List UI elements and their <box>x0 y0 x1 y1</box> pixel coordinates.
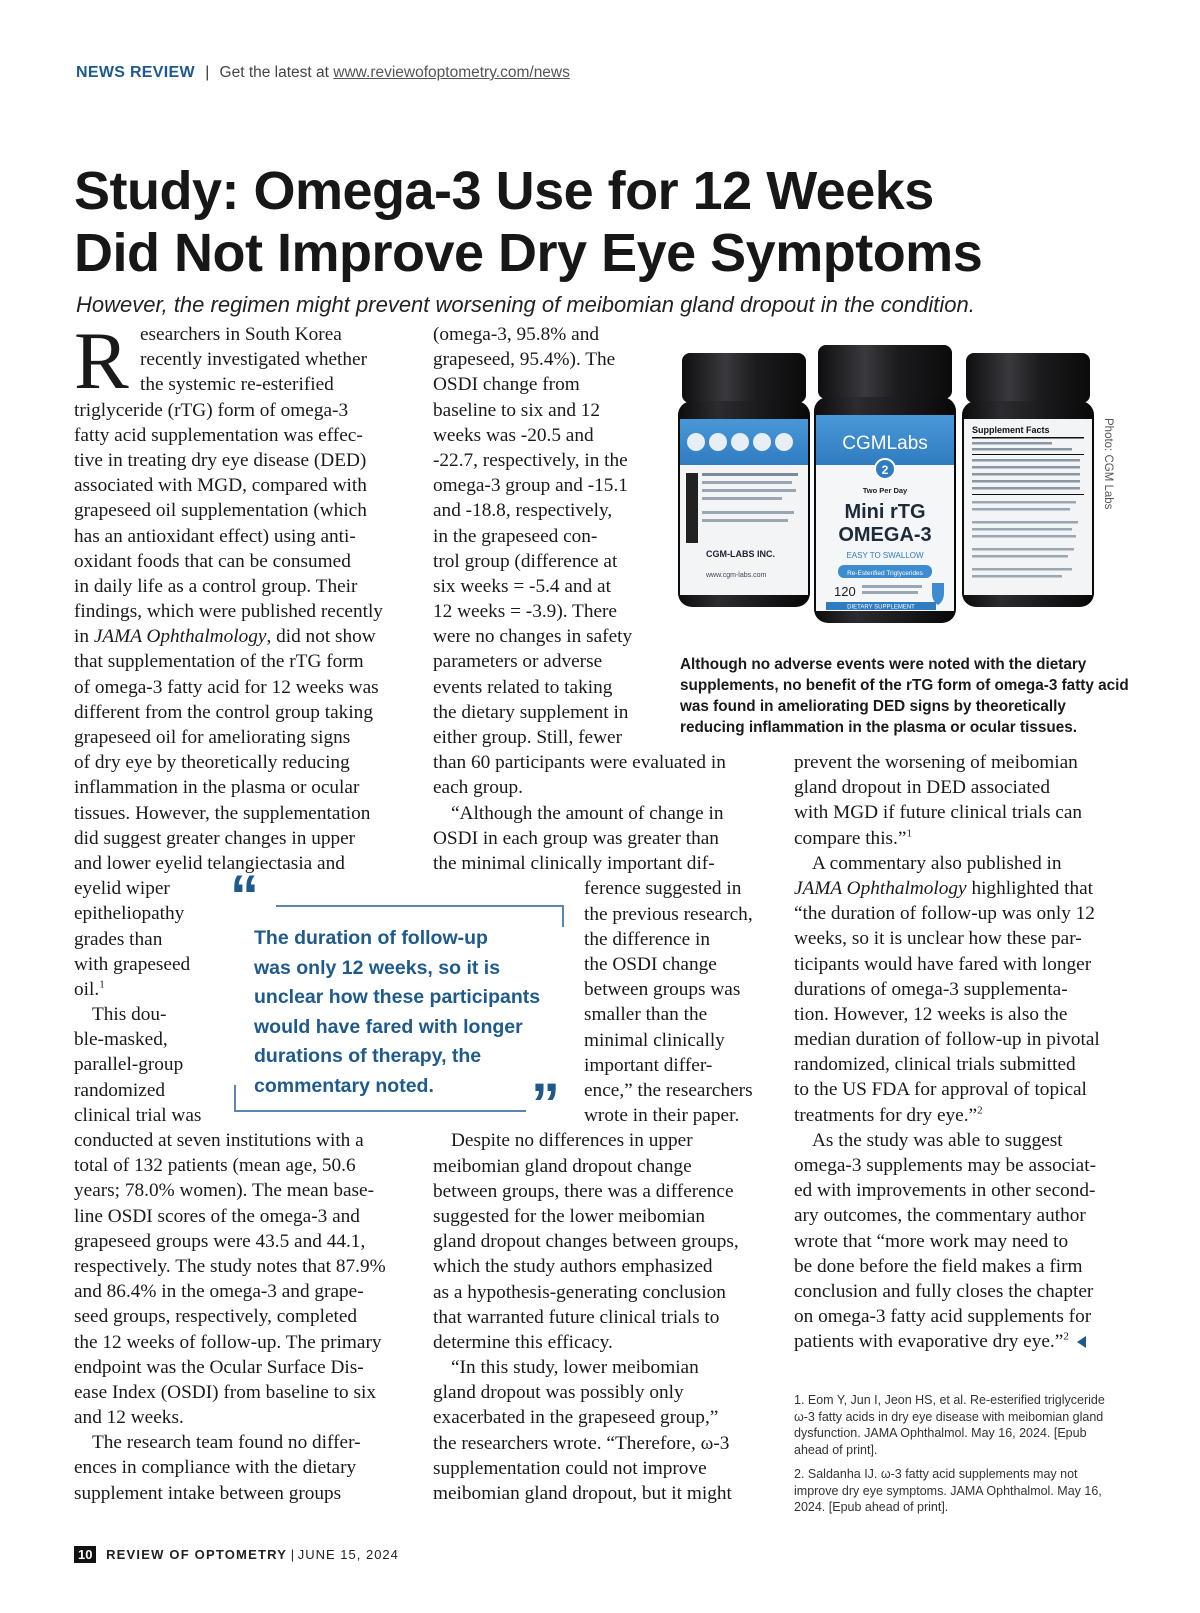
body-line: grapeseed groups were 43.5 and 44.1, <box>74 1230 366 1252</box>
body-line: with MGD if future clinical trials can <box>794 802 1083 824</box>
body-line: weeks, so it is unclear how these par- <box>794 928 1082 950</box>
pull-quote-line: durations of therapy, the <box>254 1045 482 1067</box>
pull-quote-rule <box>234 1085 236 1112</box>
body-line: suggested for the lower meibomian <box>433 1205 706 1227</box>
body-line: gland dropout changes between groups, <box>433 1231 739 1253</box>
body-line: has an antioxidant effect) using anti- <box>74 525 356 547</box>
body-line: as a hypothesis-generating conclusion <box>433 1281 726 1303</box>
body-line: line OSDI scores of the omega-3 and <box>74 1205 360 1227</box>
body-line <box>794 1103 1134 1128</box>
body-line: OSDI in each group was greater than <box>433 827 719 849</box>
body-line: tissues. However, the supplementation <box>74 802 371 824</box>
product-photo <box>676 345 1098 631</box>
publication-name: REVIEW OF OPTOMETRY <box>106 1547 288 1562</box>
body-line: the 12 weeks of follow-up. The primary <box>74 1331 382 1353</box>
issue-date: JUNE 15, 2024 <box>297 1547 399 1562</box>
body-line: that supplementation of the rTG form <box>74 651 364 673</box>
body-line: and lower eyelid telangiectasia and <box>74 852 345 874</box>
body-line: 12 weeks = -3.9). There <box>433 601 617 623</box>
product-name-2: OMEGA-3 <box>838 524 932 546</box>
body-line: parameters or adverse <box>433 651 603 673</box>
journal-title: JAMA Ophthalmology <box>93 626 267 648</box>
body-line: the dietary supplement in <box>433 701 629 723</box>
body-line: on omega-3 fatty acid supplements for <box>794 1306 1092 1328</box>
body-line: total of 132 patients (mean age, 50.6 <box>74 1155 356 1177</box>
body-line: ary outcomes, the commentary author <box>794 1205 1086 1227</box>
body-line: ference suggested in <box>584 878 742 900</box>
body-line: to the US FDA for approval of topical <box>794 1079 1087 1101</box>
body-line: trol group (difference at <box>433 550 618 572</box>
brand-name: CGMLabs <box>842 433 928 454</box>
reference-item: 2. Saldanha IJ. ω-3 fatty acid supplements may not improve dry eye symptoms. JAMA Ophthalmol. May 16, 2024. [Epub ahead of print]. <box>794 1467 1102 1514</box>
body-line: different from the control group taking <box>74 701 373 723</box>
body-line: each group. <box>433 777 523 799</box>
body-line: -22.7, respectively, in the <box>433 449 628 471</box>
body-line: ticipants would have fared with longer <box>794 953 1092 975</box>
body-line: median duration of follow-up in pivotal <box>794 1029 1100 1051</box>
body-line: grapeseed oil for ameliorating signs <box>74 727 351 748</box>
body-line: omega-3 supplements may be associat- <box>794 1155 1096 1176</box>
body-line: supplementation could not improve <box>433 1457 707 1479</box>
body-line: meibomian gland dropout change <box>433 1155 692 1177</box>
maker-name: CGM-LABS INC. <box>706 549 775 559</box>
body-line: determine this efficacy. <box>433 1331 613 1353</box>
esterified-label: Re-Esterified Triglycerides <box>847 570 923 577</box>
reference-item: 1. Eom Y, Jun I, Jeon HS, et al. Re-esterified triglyceride ω-3 fatty acids in dry eye disease with meibomian gland dysfunction. JAMA Ophthalmol. May 16, 2024. [Epub ahead of print]. <box>794 1393 1105 1457</box>
product-name-1: Mini rTG <box>844 501 926 523</box>
body-line: tive in treating dry eye disease (DED) <box>74 449 367 471</box>
body-line: the systemic re-esterified <box>140 374 334 396</box>
body-line: ed with improvements in other second- <box>794 1180 1096 1202</box>
pull-quote-line: unclear how these participants <box>254 986 541 1008</box>
body-line: that warranted future clinical trials to <box>433 1306 720 1328</box>
body-line: gland dropout in DED associated <box>794 777 1050 799</box>
section-label: NEWS REVIEW <box>76 64 195 81</box>
citation-1: 1 <box>99 978 105 991</box>
body-line: either group. Still, fewer <box>433 727 623 748</box>
body-line: between groups, there was a difference <box>433 1180 734 1202</box>
column-2-top <box>433 322 726 876</box>
dek: However, the regimen might prevent worsening of meibomian gland dropout in the condition. <box>76 292 975 317</box>
body-line: of dry eye by theoretically reducing <box>74 752 350 774</box>
citation-1: 1 <box>906 827 912 840</box>
center-bottle <box>814 345 956 623</box>
end-mark-icon <box>1077 1336 1086 1348</box>
body-text: oil. <box>74 978 100 1000</box>
body-line: respectively. The study notes that 87.9% <box>74 1255 386 1277</box>
column-3 <box>794 750 1134 1355</box>
body-line: be done before the field makes a firm <box>794 1255 1083 1277</box>
capsule-count: 120 <box>834 584 856 599</box>
body-line: than 60 participants were evaluated in <box>433 752 726 774</box>
body-line: Despite no differences in upper <box>451 1130 693 1152</box>
facts-title: Supplement Facts <box>972 425 1050 435</box>
swallow-label: EASY TO SWALLOW <box>846 551 924 560</box>
body-line: A commentary also published in <box>812 852 1062 874</box>
body-line: grapeseed oil supplementation (which <box>74 500 367 522</box>
body-line: did suggest greater changes in upper <box>74 827 356 849</box>
body-line: ble-masked, <box>74 1029 168 1051</box>
body-line: and 86.4% in the omega-3 and grape- <box>74 1281 364 1303</box>
body-line: grades than <box>74 928 163 950</box>
open-quote-icon: “ <box>230 864 259 929</box>
body-line: the researchers wrote. “Therefore, ω-3 <box>433 1432 730 1454</box>
pull-quote-line: was only 12 weeks, so it is <box>254 956 501 979</box>
body-line: clinical trial was <box>74 1104 202 1126</box>
serving-badge: 2 <box>881 463 889 477</box>
body-line: conducted at seven institutions with a <box>74 1130 364 1151</box>
body-line: important differ- <box>584 1054 713 1076</box>
body-line: years; 78.0% women). The mean base- <box>74 1180 375 1202</box>
body-line: which the study authors emphasized <box>433 1256 713 1278</box>
pull-quote-line: The duration of follow-up <box>254 927 488 949</box>
body-line: ease Index (OSDI) from baseline to six <box>74 1381 376 1403</box>
body-line: conclusion and fully closes the chapter <box>794 1280 1094 1302</box>
body-line: endpoint was the Ocular Surface Dis- <box>74 1356 364 1378</box>
body-line: grapeseed, 95.4%). The <box>433 349 616 371</box>
journal-title: JAMA Ophthalmology <box>794 877 967 899</box>
body-line: meibomian gland dropout, but it might <box>433 1483 732 1505</box>
body-line: of omega-3 fatty acid for 12 weeks was <box>74 676 379 698</box>
body-text: patients with evaporative dry eye.” <box>794 1331 1064 1353</box>
body-line <box>74 624 404 649</box>
pull-quote <box>254 924 564 1101</box>
body-line: eyelid wiper <box>74 878 170 900</box>
body-line: weeks was -20.5 and <box>433 424 594 446</box>
right-bottle <box>962 353 1094 607</box>
body-line: triglyceride (rTG) form of omega-3 <box>74 399 349 421</box>
body-line: durations of omega-3 supplementa- <box>794 978 1068 1000</box>
body-text: in <box>74 626 94 648</box>
body-line: epitheliopathy <box>74 903 185 925</box>
body-line: As the study was able to suggest <box>812 1129 1063 1151</box>
body-text: did not show <box>276 626 376 648</box>
body-line: in daily life as a control group. Their <box>74 575 358 597</box>
body-line: with grapeseed <box>74 953 191 975</box>
pull-quote-rule <box>276 905 564 907</box>
body-line: ences in compliance with the dietary <box>74 1457 357 1479</box>
body-line: supplement intake between groups <box>74 1482 342 1504</box>
body-line: events related to taking <box>433 676 613 698</box>
body-line: “Although the amount of change in <box>451 802 724 824</box>
body-line: parallel-group <box>74 1054 184 1076</box>
body-line: randomized <box>74 1079 166 1101</box>
body-line: (omega-3, 95.8% and <box>433 324 599 345</box>
body-line: tion. However, 12 weeks is also the <box>794 1003 1068 1025</box>
body-text: compare this.” <box>794 827 907 849</box>
page-number: 10 <box>74 1546 96 1563</box>
body-line: fatty acid supplementation was effec- <box>74 424 363 446</box>
pull-quote-rule <box>234 1110 526 1112</box>
body-line: six weeks = -5.4 and at <box>433 575 611 597</box>
body-line: the difference in <box>584 928 710 950</box>
photo-caption: Although no adverse events were noted with the dietary supplements, no benefit of the rTG form of omega-3 fatty acid was found in ameliorating DED signs by theoretically reducing inflammation in the plasma or ocular tissues. <box>680 656 1129 736</box>
supplement-label: DIETARY SUPPLEMENT <box>847 604 915 611</box>
body-line: OSDI change from <box>433 374 580 396</box>
body-line: in the grapeseed con- <box>433 525 598 547</box>
column-2-middle <box>584 876 764 1128</box>
body-line: The research team found no differ- <box>92 1432 361 1454</box>
body-line <box>794 1329 1134 1354</box>
body-line: oxidant foods that can be consumed <box>74 550 351 572</box>
body-line: and -18.8, respectively, <box>433 500 613 522</box>
body-line: “In this study, lower meibomian <box>451 1357 699 1379</box>
body-line: randomized, clinical trials submitted <box>794 1054 1076 1076</box>
left-bottle <box>678 353 810 607</box>
body-line <box>794 826 1134 851</box>
body-line <box>794 876 1134 901</box>
references <box>794 1392 1124 1524</box>
column-2-bottom <box>433 1128 763 1506</box>
body-line: gland dropout was possibly only <box>433 1382 684 1404</box>
body-line: were no changes in safety <box>433 626 633 648</box>
body-line: omega-3 group and -15.1 <box>433 475 628 497</box>
body-line: the previous research, <box>584 903 753 925</box>
body-line: inflammation in the plasma or ocular <box>74 777 360 799</box>
header-separator: | <box>205 64 210 81</box>
body-line: smaller than the <box>584 1004 708 1026</box>
body-line: This dou- <box>92 1004 167 1026</box>
per-day-label: Two Per Day <box>862 486 908 495</box>
pull-quote-line: would have fared with longer <box>254 1015 523 1038</box>
body-line: between groups was <box>584 979 741 1001</box>
pull-quote-line: commentary noted. <box>254 1074 434 1097</box>
photo-credit: Photo: CGM Labs <box>1102 418 1114 510</box>
body-line: prevent the worsening of meibomian <box>794 752 1078 773</box>
news-link[interactable]: www.reviewofoptometry.com/news <box>333 64 570 81</box>
headline-line-2: Did Not Improve Dry Eye Symptoms <box>74 223 983 283</box>
body-line: and 12 weeks. <box>74 1407 184 1429</box>
headline <box>74 160 1134 284</box>
body-line: minimal clinically <box>584 1029 725 1051</box>
citation-2: 2 <box>977 1104 983 1117</box>
headline-line-1: Study: Omega-3 Use for 12 Weeks <box>74 161 934 221</box>
body-line: findings, which were published recently <box>74 601 383 623</box>
page-footer <box>74 1546 399 1563</box>
supplement-bottles-image <box>676 345 1098 631</box>
maker-site: www.cgm-labs.com <box>706 572 767 579</box>
body-line: seed groups, respectively, completed <box>74 1306 358 1328</box>
body-line: associated with MGD, compared with <box>74 475 367 497</box>
body-line: esearchers in South Korea <box>140 324 342 345</box>
drop-cap: R <box>74 315 129 406</box>
body-text: , <box>266 626 272 648</box>
body-line: wrote in their paper. <box>584 1105 740 1127</box>
header-tagline: Get the latest at <box>219 64 329 81</box>
body-line: recently investigated whether <box>140 349 367 371</box>
running-header <box>76 64 570 82</box>
body-line: baseline to six and 12 <box>433 399 601 421</box>
body-text: treatments for dry eye.” <box>794 1104 978 1126</box>
body-line: ence,” the researchers <box>584 1079 753 1101</box>
body-line: the OSDI change <box>584 953 717 975</box>
close-quote-icon: ” <box>531 1072 560 1137</box>
body-line: exacerbated in the grapeseed group,” <box>433 1407 719 1429</box>
footer-separator: | <box>290 1547 295 1562</box>
citation-2: 2 <box>1063 1330 1069 1343</box>
body-line: “the duration of follow-up was only 12 <box>794 903 1095 925</box>
body-line: wrote that “more work may need to <box>794 1230 1069 1252</box>
body-text: highlighted that <box>971 877 1093 899</box>
body-line: the minimal clinically important dif- <box>433 852 715 874</box>
